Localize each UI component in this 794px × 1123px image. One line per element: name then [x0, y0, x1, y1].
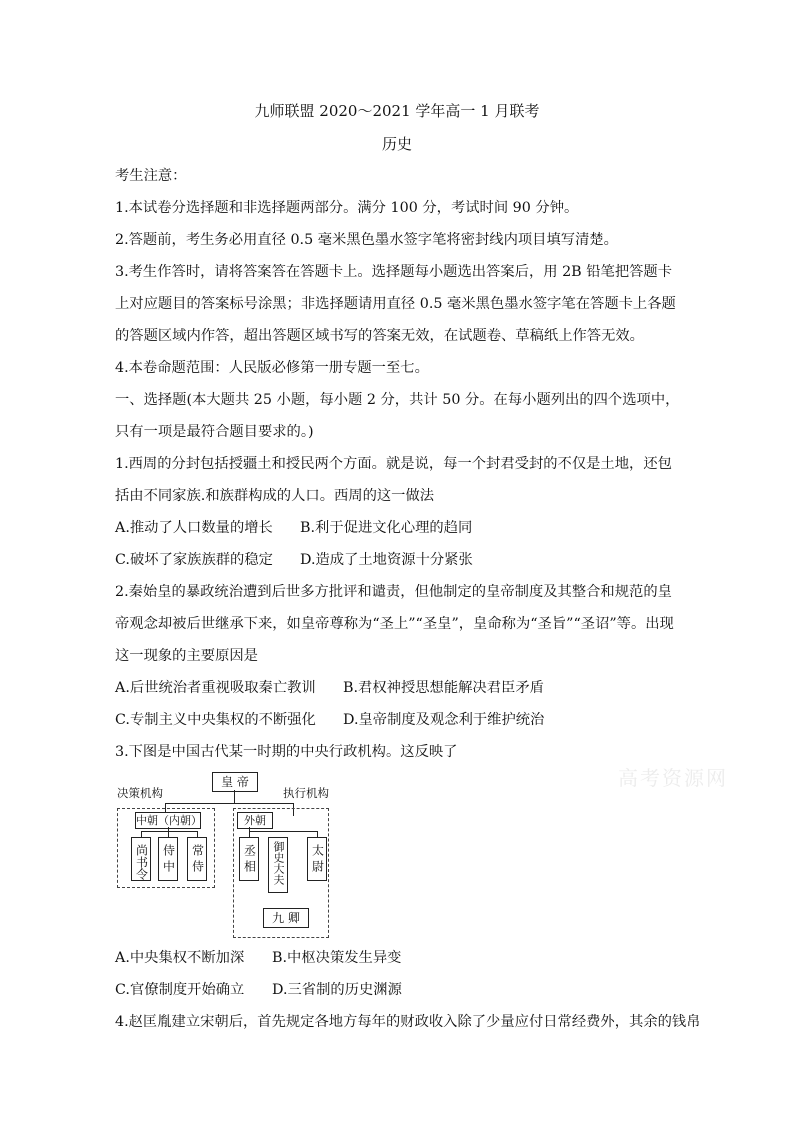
q1-options-row-1 — [115, 512, 685, 544]
exam-body — [115, 160, 701, 1038]
section-heading: 一、选择题(本大题共 25 小题，每小题 2 分，共计 50 分。在每小题列出的四个选项中，只有一项是最符合题目要求的。) — [115, 392, 680, 440]
q3-option-b: B.中枢决策发生异变 — [272, 950, 402, 966]
q1-option-a: A.推动了人口数量的增长 — [115, 520, 273, 536]
q3-option-c: C.官僚制度开始确立 — [115, 982, 245, 998]
q2-options-row-1 — [115, 672, 685, 704]
q1-option-b: B.利于促进文化心理的趋同 — [300, 520, 473, 536]
office-shizhong: 侍中 — [158, 837, 178, 881]
inner-court-box: 中朝（内朝） — [136, 814, 202, 827]
q3-stem: 3.下图是中国古代某一时期的中央行政机构。这反映了 — [115, 744, 458, 760]
q4-stem: 4.赵匡胤建立宋朝后，首先规定各地方每年的财政收入除了少量应付日常经费外，其余的钱帛 — [115, 1014, 701, 1030]
connector-line — [165, 803, 293, 804]
q2-option-a: A.后世统治者重视吸取秦亡教训 — [115, 680, 316, 696]
q3-options-row-1 — [115, 942, 685, 974]
q2-option-c: C.专制主义中央集权的不断强化 — [115, 712, 316, 728]
outer-court-box: 外朝 — [237, 812, 273, 829]
q3-org-chart — [115, 770, 355, 938]
q2-option-d: D.皇帝制度及观念利于维护统治 — [343, 712, 545, 728]
connector-line — [234, 790, 235, 803]
notice-item-1: 1.本试卷分选择题和非选择题两部分。满分 100 分，考试时间 90 分钟。 — [115, 200, 579, 216]
office-yushidafu: 御史大夫 — [268, 837, 288, 893]
notice-item-2: 2.答题前，考生务必用直径 0.5 毫米黑色墨水签字笔将密封线内项目填写清楚。 — [115, 232, 618, 248]
decision-label: 决策机构 — [117, 786, 163, 800]
q1-stem: 1.西周的分封包括授疆土和授民两个方面。就是说，每一个封君受封的不仅是土地，还包括由不同家族.和族群构成的人口。西周的这一做法 — [115, 456, 672, 504]
connector-line — [249, 827, 250, 837]
q2-option-b: B.君权神授思想能解决君臣矛盾 — [343, 680, 544, 696]
emperor-box: 皇 帝 — [212, 772, 258, 792]
notice-item-4: 4.本卷命题范围：人民版必修第一册专题一至七。 — [115, 360, 429, 376]
notice-item-3: 3.考生作答时，请将答案答在答题卡上。选择题每小题选出答案后，用 2B 铅笔把答题卡上对应题目的答案标号涂黑；非选择题请用直径 0.5 毫米黑色墨水签字笔在答题卡上各题的答题区域内作答，超出答题区域书写的答案无效，在试题卷、草稿纸上作答无效。 — [115, 264, 676, 344]
watermark: 高考资源网 — [618, 766, 728, 790]
q3-option-a: A.中央集权不断加深 — [115, 950, 245, 966]
exam-subject: 历史 — [381, 135, 412, 153]
q3-option-d: D.三省制的历史渊源 — [272, 982, 402, 998]
office-changshi: 常侍 — [187, 837, 207, 881]
notice-heading: 考生注意： — [115, 168, 187, 184]
q1-option-d: D.造成了土地资源十分紧张 — [300, 552, 473, 568]
office-chengxiang: 丞相 — [239, 837, 259, 881]
q1-options-row-2 — [115, 544, 685, 576]
exec-label: 执行机构 — [283, 786, 329, 800]
office-shangshuling: 尚书令 — [131, 837, 151, 881]
connector-line — [168, 827, 169, 837]
connector-line — [141, 831, 197, 832]
exam-title: 九师联盟 2020～2021 学年高一 1 月联考 — [254, 102, 540, 120]
jiuqing-box: 九 卿 — [263, 908, 309, 928]
q3-options-row-2 — [115, 974, 685, 1006]
connector-line — [249, 831, 317, 832]
q2-stem: 2.秦始皇的暴政统治遭到后世多方批评和谴责，但他制定的皇帝制度及其整合和规范的皇帝观念却被后世继承下来，如皇帝尊称为“圣上”“圣皇”，皇命称为“圣旨”“圣诏”等。出现这一现象的主要原因是 — [115, 584, 674, 664]
office-taiwei: 太尉 — [307, 837, 327, 881]
q2-options-row-2 — [115, 704, 685, 736]
q1-option-c: C.破坏了家族族群的稳定 — [115, 552, 273, 568]
